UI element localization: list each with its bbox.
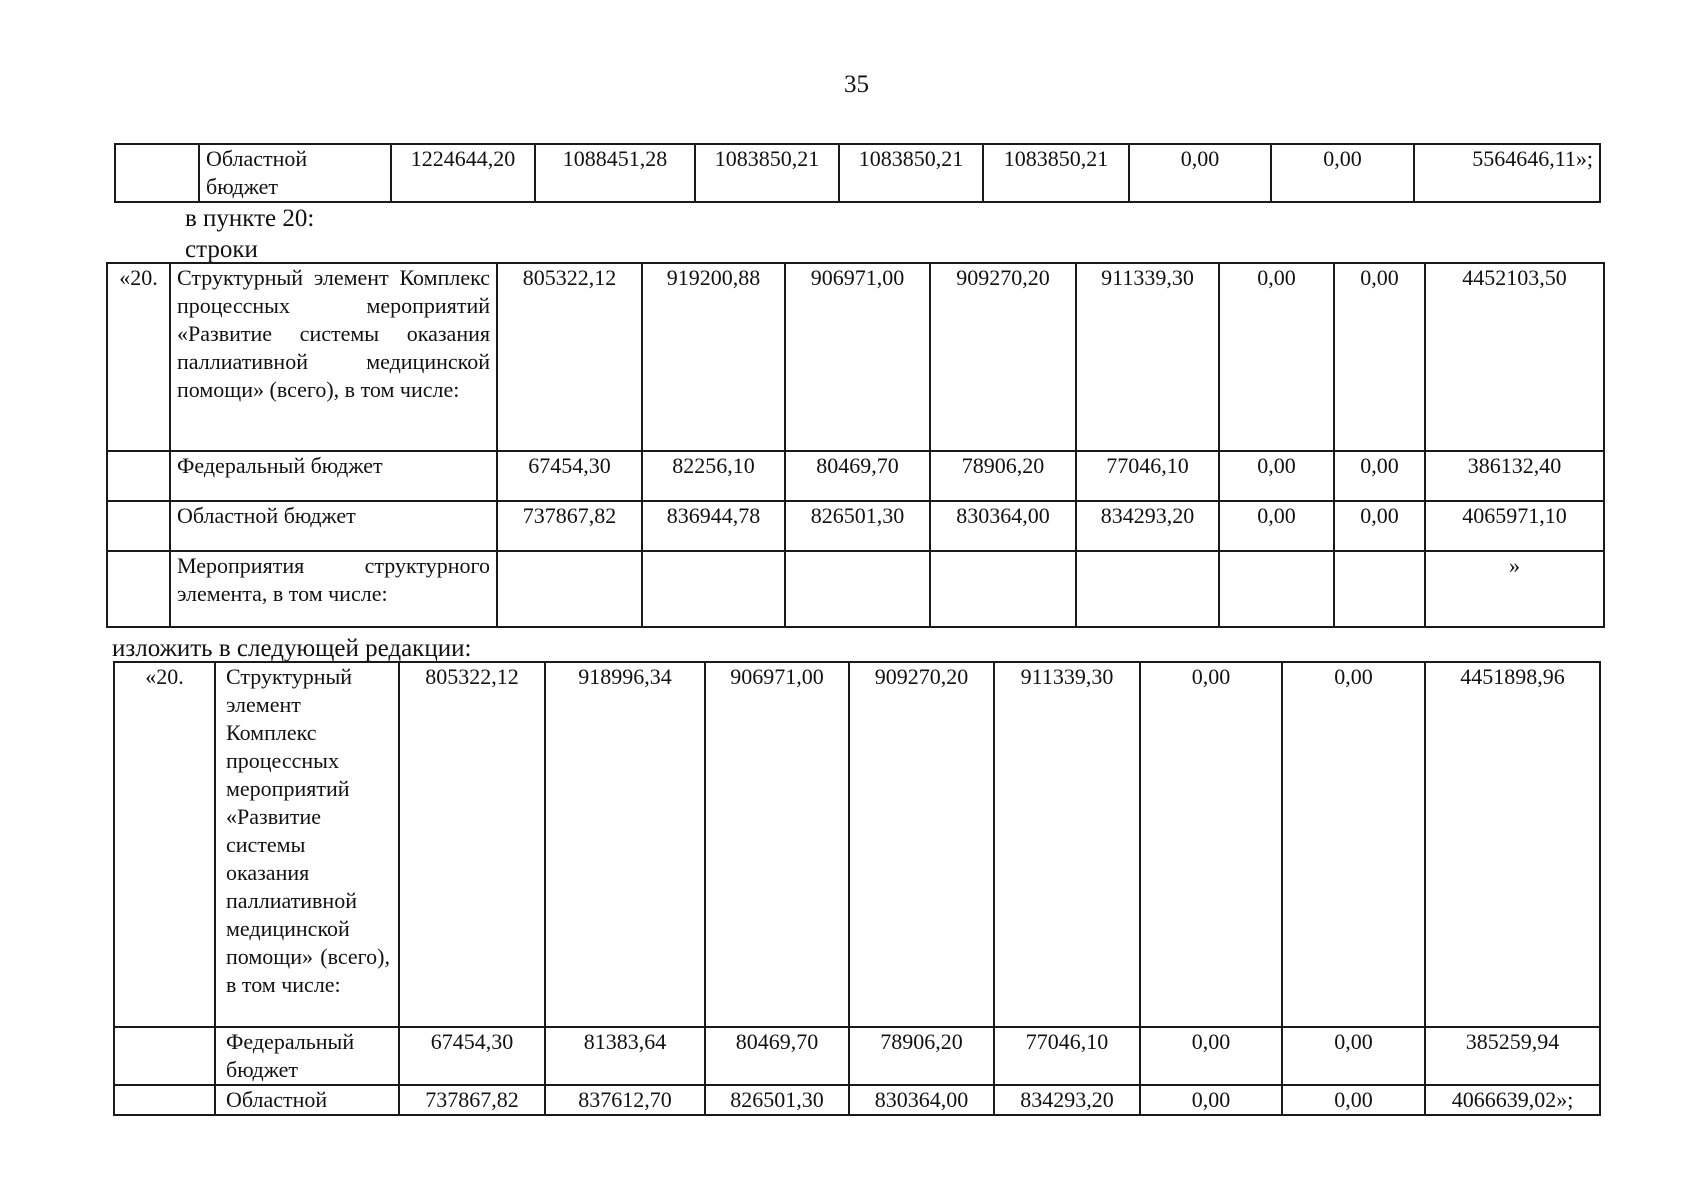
value-cell: 0,00	[1219, 501, 1334, 551]
value-cell: 918996,34	[545, 662, 705, 1027]
value-cell: 0,00	[1129, 144, 1271, 202]
table-previous-continuation	[114, 143, 1601, 203]
value-cell	[1076, 551, 1219, 627]
note-lines: строки	[185, 236, 258, 263]
value-cell	[1334, 551, 1425, 627]
row-label-cell: Федеральный бюджет	[170, 451, 497, 501]
value-cell: 906971,00	[705, 662, 849, 1027]
value-cell: 737867,82	[399, 1085, 545, 1115]
value-cell: 906971,00	[785, 263, 930, 451]
value-cell: 67454,30	[497, 451, 642, 501]
total-cell: 4065971,10	[1425, 501, 1604, 551]
row-label-cell: Структурный элемент Комплекс процессных мероприятий «Развитие системы оказания паллиативной медицинской помощи» (всего), в том числе:	[215, 662, 399, 1027]
value-cell: 834293,20	[994, 1085, 1140, 1115]
row-index-cell: «20.	[114, 662, 215, 1027]
value-cell	[642, 551, 785, 627]
row-label-cell: Областной	[215, 1085, 399, 1115]
value-cell: 0,00	[1140, 1085, 1282, 1115]
total-cell: 4451898,96	[1425, 662, 1600, 1027]
row-index-cell	[107, 551, 170, 627]
table-row	[107, 451, 1604, 501]
value-cell: 826501,30	[785, 501, 930, 551]
total-cell: 386132,40	[1425, 451, 1604, 501]
note-in-point: в пункте 20:	[185, 205, 315, 232]
row-label-cell: Федеральный бюджет	[215, 1027, 399, 1085]
table-row	[107, 501, 1604, 551]
total-cell: 5564646,11»;	[1414, 144, 1600, 202]
value-cell	[1219, 551, 1334, 627]
value-cell: 0,00	[1282, 662, 1425, 1027]
table-old-version	[106, 262, 1605, 628]
value-cell: 834293,20	[1076, 501, 1219, 551]
value-cell: 909270,20	[930, 263, 1076, 451]
value-cell: 737867,82	[497, 501, 642, 551]
table-new-version	[113, 661, 1601, 1116]
value-cell: 77046,10	[1076, 451, 1219, 501]
value-cell: 836944,78	[642, 501, 785, 551]
total-cell: 385259,94	[1425, 1027, 1600, 1085]
value-cell	[497, 551, 642, 627]
value-cell	[785, 551, 930, 627]
value-cell: 81383,64	[545, 1027, 705, 1085]
value-cell: 0,00	[1282, 1085, 1425, 1115]
value-cell: 911339,30	[1076, 263, 1219, 451]
row-index-cell	[114, 1027, 215, 1085]
value-cell: 0,00	[1140, 1027, 1282, 1085]
value-cell: 0,00	[1334, 263, 1425, 451]
row-label-cell: Областной бюджет	[170, 501, 497, 551]
value-cell: 826501,30	[705, 1085, 849, 1115]
value-cell: 0,00	[1219, 263, 1334, 451]
table-row	[107, 263, 1604, 451]
table-row	[107, 551, 1604, 627]
value-cell: 911339,30	[994, 662, 1140, 1027]
value-cell: 837612,70	[545, 1085, 705, 1115]
value-cell: 1083850,21	[839, 144, 983, 202]
row-label: Областной бюджет	[206, 146, 308, 199]
value-cell: 80469,70	[705, 1027, 849, 1085]
row-label-cell	[199, 144, 391, 202]
note-replace-with: изложить в следующей редакции:	[112, 635, 472, 662]
table-row	[115, 144, 1600, 202]
row-index-cell	[107, 501, 170, 551]
value-cell: 77046,10	[994, 1027, 1140, 1085]
value-cell	[930, 551, 1076, 627]
row-label-cell: Структурный элемент Комплекс процессных мероприятий «Развитие системы оказания паллиативной медицинской помощи» (всего), в том числе:	[170, 263, 497, 451]
value-cell: 0,00	[1282, 1027, 1425, 1085]
value-cell: 78906,20	[849, 1027, 994, 1085]
total-cell: 4066639,02»;	[1425, 1085, 1600, 1115]
value-cell: 82256,10	[642, 451, 785, 501]
row-index-cell	[107, 451, 170, 501]
value-cell: 0,00	[1334, 451, 1425, 501]
value-cell: 830364,00	[849, 1085, 994, 1115]
value-cell: 0,00	[1219, 451, 1334, 501]
value-cell: 0,00	[1334, 501, 1425, 551]
value-cell: 67454,30	[399, 1027, 545, 1085]
value-cell: 80469,70	[785, 451, 930, 501]
value-cell: 1083850,21	[983, 144, 1129, 202]
value-cell: 830364,00	[930, 501, 1076, 551]
value-cell: 1083850,21	[695, 144, 839, 202]
page-number: 35	[844, 71, 869, 98]
total-cell: »	[1425, 551, 1604, 627]
value-cell: 1088451,28	[535, 144, 695, 202]
table-row	[114, 1085, 1600, 1115]
row-label-cell: Мероприятия структурного элемента, в том числе:	[170, 551, 497, 627]
value-cell: 78906,20	[930, 451, 1076, 501]
value-cell: 0,00	[1140, 662, 1282, 1027]
value-cell: 0,00	[1271, 144, 1414, 202]
row-index-cell	[115, 144, 199, 202]
table-row	[114, 662, 1600, 1027]
table-row	[114, 1027, 1600, 1085]
row-index-cell	[114, 1085, 215, 1115]
value-cell: 805322,12	[399, 662, 545, 1027]
value-cell: 919200,88	[642, 263, 785, 451]
value-cell: 805322,12	[497, 263, 642, 451]
value-cell: 909270,20	[849, 662, 994, 1027]
total-cell: 4452103,50	[1425, 263, 1604, 451]
row-index-cell: «20.	[107, 263, 170, 451]
value-cell: 1224644,20	[391, 144, 535, 202]
